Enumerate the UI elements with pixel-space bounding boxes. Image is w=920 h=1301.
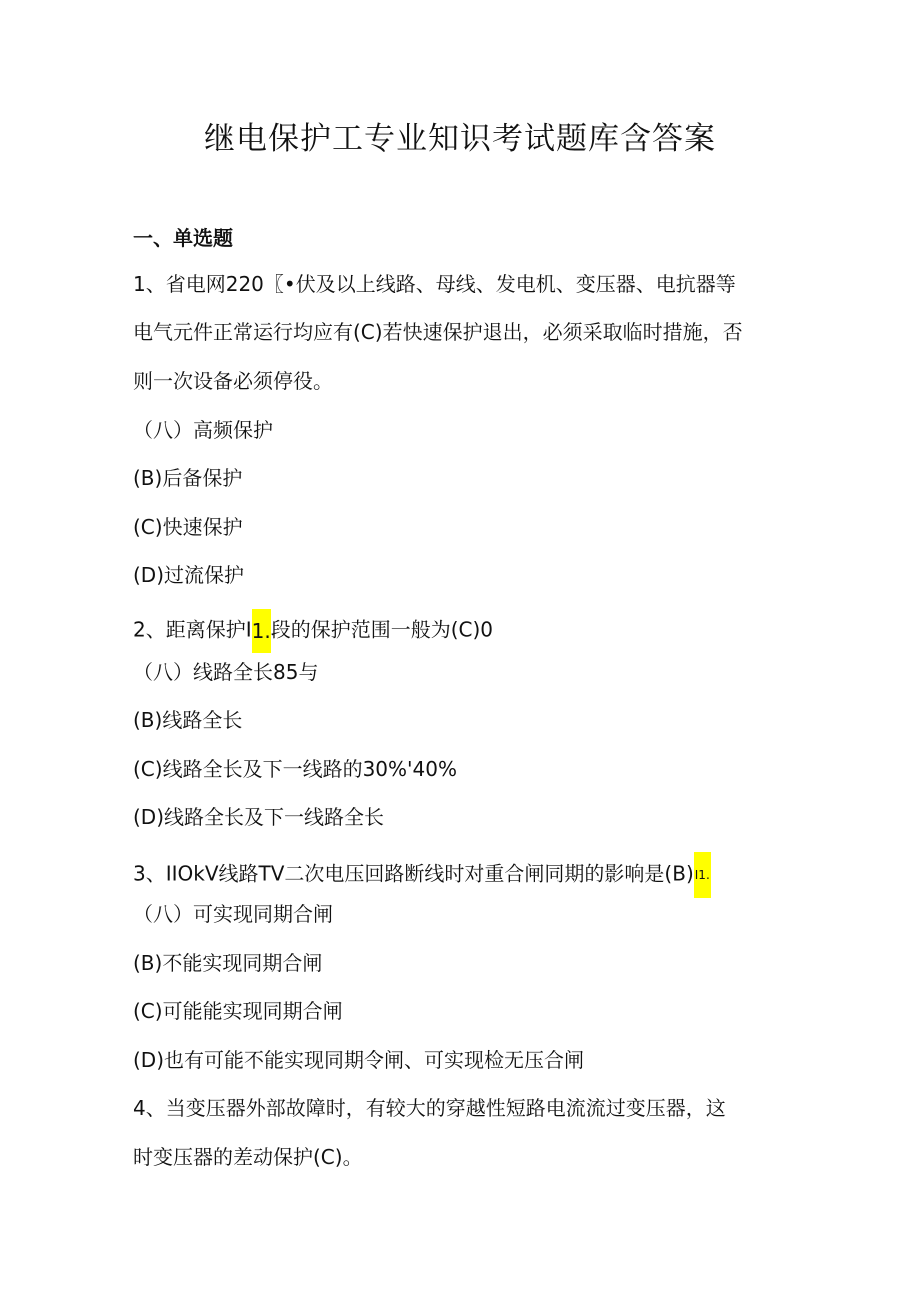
question-1-option-b: (B)后备保护 bbox=[133, 466, 243, 490]
question-2-option-d: (D)线路全长及下一线路全长 bbox=[133, 805, 385, 829]
question-1-option-a: （八）高频保护 bbox=[133, 418, 273, 442]
question-2-option-a: （八）线路全长85与 bbox=[133, 660, 319, 684]
question-3-line bbox=[133, 852, 711, 898]
question-2-text-end: 段的保护范围一般为(C)0 bbox=[270, 617, 494, 642]
question-1-line-2: 电气元件正常运行均应有(C)若快速保护退出，必须采取临时措施，否 bbox=[133, 320, 743, 344]
question-2-text-start: 2、距离保护I bbox=[133, 617, 252, 642]
question-1-option-d: (D)过流保护 bbox=[133, 563, 245, 587]
question-1-option-c: (C)快速保护 bbox=[133, 515, 243, 539]
question-1-line-3: 则一次设备必须停役。 bbox=[133, 369, 333, 393]
question-2-line bbox=[133, 609, 493, 653]
section-heading: 一、单选题 bbox=[133, 226, 233, 250]
page-title: 继电保护工专业知识考试题库含答案 bbox=[204, 121, 716, 157]
question-3-option-d: (D)也有可能不能实现同期令闸、可实现检无压合闸 bbox=[133, 1048, 585, 1072]
question-1-line-1: 1、省电网220〖•伏及以上线路、母线、发电机、变压器、电抗器等 bbox=[133, 272, 736, 296]
question-2-option-b: (B)线路全长 bbox=[133, 708, 243, 732]
highlight-mark: 1. bbox=[252, 609, 271, 653]
question-3-option-c: (C)可能能实现同期合闸 bbox=[133, 999, 343, 1023]
question-4-line-2: 时变压器的差动保护(C)。 bbox=[133, 1145, 363, 1169]
highlight-mark: I1. bbox=[694, 852, 711, 898]
question-2-option-c: (C)线路全长及下一线路的30%'40% bbox=[133, 757, 457, 781]
question-3-text: 3、IIOkV线路TV二次电压回路断线时对重合闸同期的影响是(B) bbox=[133, 861, 694, 886]
question-3-option-a: （八）可实现同期合闸 bbox=[133, 902, 333, 926]
question-3-option-b: (B)不能实现同期合闸 bbox=[133, 951, 323, 975]
question-4-line-1: 4、当变压器外部故障时，有较大的穿越性短路电流流过变压器，这 bbox=[133, 1096, 726, 1120]
